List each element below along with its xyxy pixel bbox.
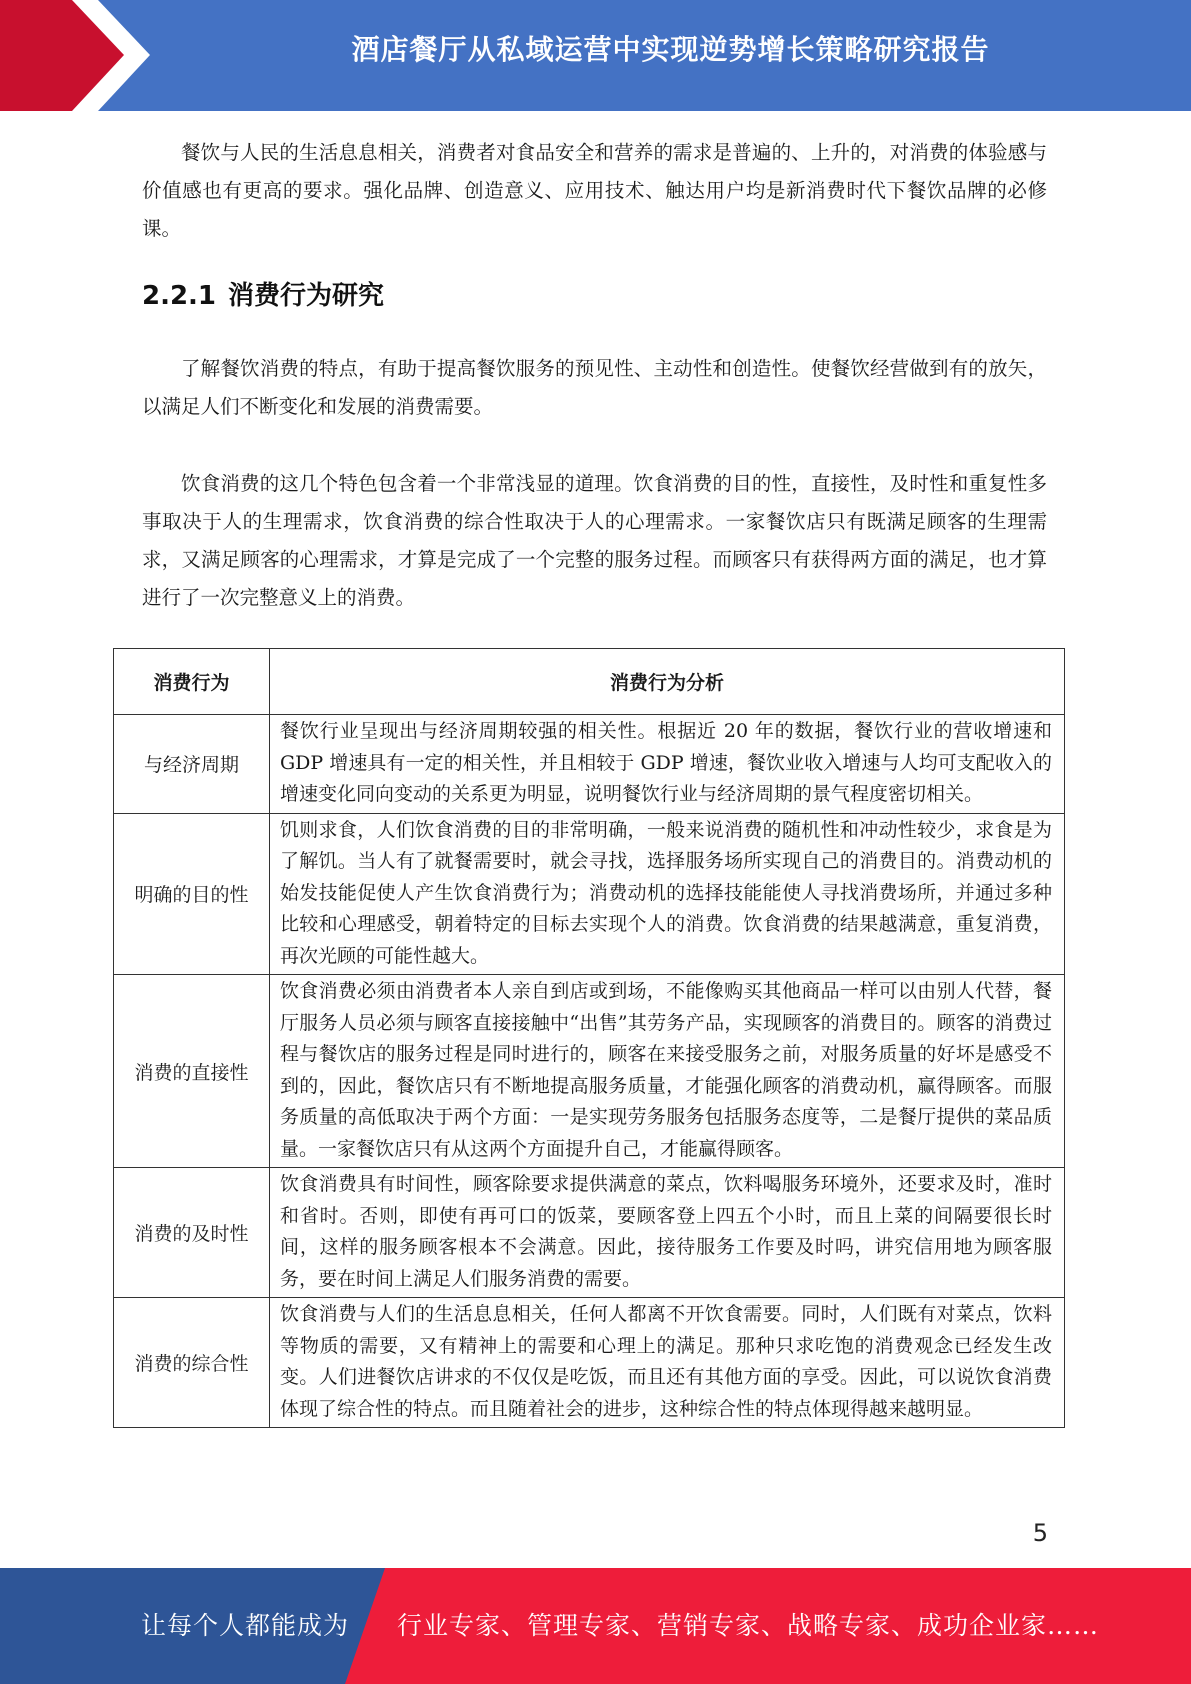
section-title: 消费行为研究	[228, 281, 385, 311]
report-title: 酒店餐厅从私域运营中实现逆势增长策略研究报告	[351, 33, 990, 66]
header-banner	[0, 0, 1191, 111]
intro-paragraph: 餐饮与人民的生活息息相关，消费者对食品安全和营养的需求是普遍的、上升的，对消费的体验感与价值感也有更高的要求。强化品牌、创造意义、应用技术、触达用户均是新消费时代下餐饮品牌的必修课。	[142, 141, 1047, 240]
column-header-behavior: 消费行为	[114, 649, 270, 715]
analysis-cell: 餐饮行业呈现出与经济周期较强的相关性。根据近 20 年的数据，餐饮行业的营收增速和 GDP 增速具有一定的相关性，并且相较于 GDP 增速，餐饮业收入增速与人均可支配收入的增速变化同向变动的关系更为明显，说明餐饮行业与经济周期的景气程度密切相关。	[270, 715, 1065, 814]
behavior-cell: 消费的直接性	[114, 975, 270, 1168]
section-heading	[142, 275, 384, 312]
analysis-cell: 饮食消费必须由消费者本人亲自到店或到场，不能像购买其他商品一样可以由别人代替，餐厅服务人员必须与顾客直接接触中“出售”其劳务产品，实现顾客的消费目的。顾客的消费过程与餐饮店的服务过程是同时进行的，顾客在来接受服务之前，对服务质量的好坏是感受不到的，因此，餐饮店只有不断地提高服务质量，才能强化顾客的消费动机，赢得顾客。而服务质量的高低取决于两个方面：一是实现劳务服务包括服务态度等，二是餐厅提供的菜品质量。一家餐饮店只有从这两个方面提升自己，才能赢得顾客。	[270, 975, 1065, 1168]
analysis-cell: 饮食消费与人们的生活息息相关，任何人都离不开饮食需要。同时，人们既有对菜点，饮料等物质的需要，又有精神上的需要和心理上的满足。那种只求吃饱的消费观念已经发生改变。人们进餐饮店讲求的不仅仅是吃饭，而且还有其他方面的享受。因此，可以说饮食消费体现了综合性的特点。而且随着社会的进步，这种综合性的特点体现得越来越明显。	[270, 1298, 1065, 1428]
table-row	[114, 1298, 1065, 1428]
page-number: 5	[1032, 1519, 1048, 1547]
table-row	[114, 975, 1065, 1168]
analysis-cell: 饥则求食，人们饮食消费的目的非常明确，一般来说消费的随机性和冲动性较少，求食是为了解饥。当人有了就餐需要时，就会寻找，选择服务场所实现自己的消费目的。消费动机的始发技能促使人产生饮食消费行为；消费动机的选择技能能使人寻找消费场所，并通过多种比较和心理感受，朝着特定的目标去实现个人的消费。饮食消费的结果越满意，重复消费，再次光顾的可能性越大。	[270, 813, 1065, 975]
red-chevron-decoration	[0, 0, 160, 111]
footer-slogan-left: 让每个人都能成为	[141, 1611, 350, 1640]
behavior-cell: 消费的综合性	[114, 1298, 270, 1428]
table-row	[114, 715, 1065, 814]
section-number: 2.2.1	[142, 281, 217, 311]
behavior-cell: 与经济周期	[114, 715, 270, 814]
footer-slogan-right: 行业专家、管理专家、营销专家、战略专家、成功企业家……	[397, 1611, 1100, 1640]
footer-banner	[0, 1568, 1191, 1684]
table-row	[114, 1168, 1065, 1298]
behavior-cell: 明确的目的性	[114, 813, 270, 975]
column-header-analysis: 消费行为分析	[270, 649, 1065, 715]
consumer-behavior-table	[113, 648, 1065, 1428]
behavior-cell: 消费的及时性	[114, 1168, 270, 1298]
analysis-cell: 饮食消费具有时间性，顾客除要求提供满意的菜点，饮料喝服务环境外，还要求及时，准时和省时。否则，即使有再可口的饭菜，要顾客登上四五个小时，而且上菜的间隔要很长时间，这样的服务顾客根本不会满意。因此，接待服务工作要及时吗，讲究信用地为顾客服务，要在时间上满足人们服务消费的需要。	[270, 1168, 1065, 1298]
section-paragraph-2: 饮食消费的这几个特色包含着一个非常浅显的道理。饮食消费的目的性，直接性，及时性和重复性多事取决于人的生理需求，饮食消费的综合性取决于人的心理需求。一家餐饮店只有既满足顾客的生理需求，又满足顾客的心理需求，才算是完成了一个完整的服务过程。而顾客只有获得两方面的满足，也才算进行了一次完整意义上的消费。	[142, 472, 1047, 609]
section-paragraph-1: 了解餐饮消费的特点，有助于提高餐饮服务的预见性、主动性和创造性。使餐饮经营做到有的放矢，以满足人们不断变化和发展的消费需要。	[142, 357, 1047, 418]
table-header-row	[114, 649, 1065, 715]
table-row	[114, 813, 1065, 975]
